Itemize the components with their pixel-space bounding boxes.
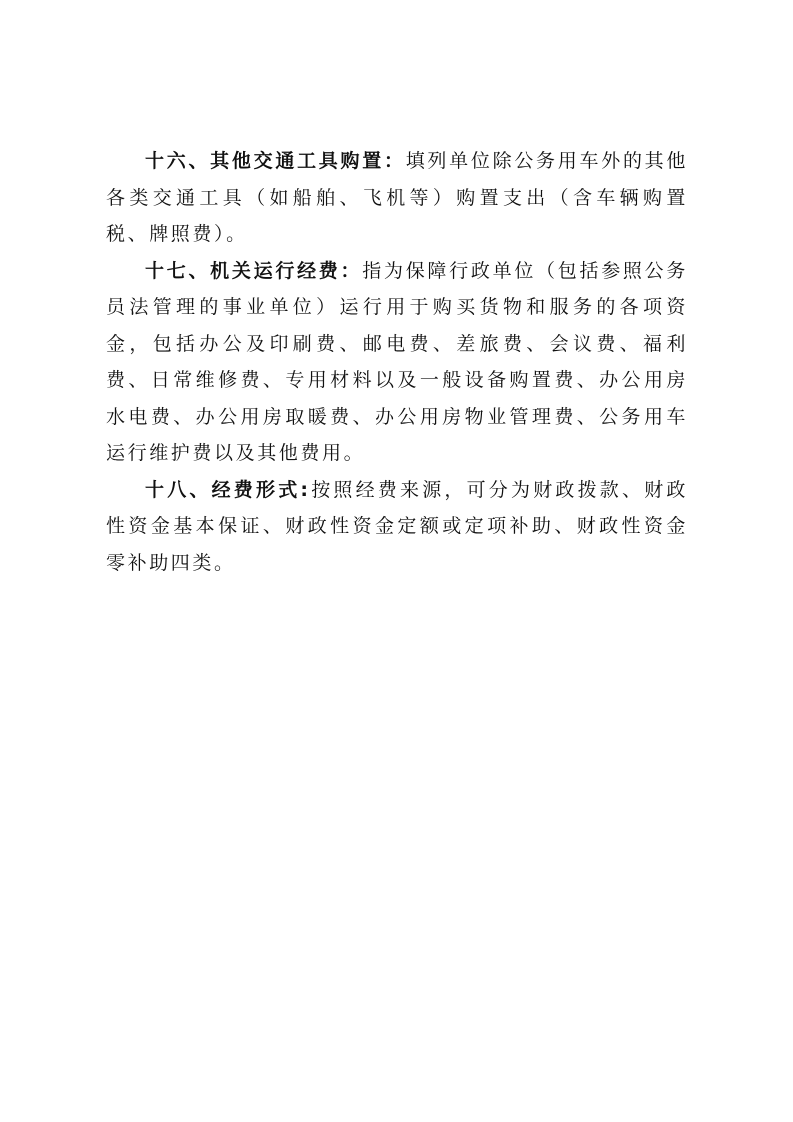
document-body bbox=[106, 143, 688, 581]
paragraph-agency-operating-expenses bbox=[106, 253, 688, 472]
term-definition: 按照经费来源，可分为财政拨款、财政性资金基本保证、财政性资金定额或定项补助、财政性资金零补助四类。 bbox=[106, 478, 689, 574]
term-heading: 十七、机关运行经费： bbox=[145, 259, 363, 282]
paragraph-funding-form bbox=[106, 472, 688, 582]
term-heading: 十八、经费形式: bbox=[145, 478, 311, 501]
paragraph-other-transport-purchase bbox=[106, 143, 688, 253]
term-heading: 十六、其他交通工具购置： bbox=[145, 150, 406, 172]
term-definition: 指为保障行政单位（包括参照公务员法管理的事业单位）运行用于购买货物和服务的各项资金，包括办公及印刷费、邮电费、差旅费、会议费、福利费、日常维修费、专用材料以及一般设备购置费、办公用房水电费、办公用房取暖费、办公用房物业管理费、公务用车运行维护费以及其他费用。 bbox=[106, 259, 688, 464]
term-definition: 填列单位除公务用车外的其他各类交通工具（如船舶、飞机等）购置支出（含车辆购置税、牌照费）。 bbox=[106, 150, 688, 245]
